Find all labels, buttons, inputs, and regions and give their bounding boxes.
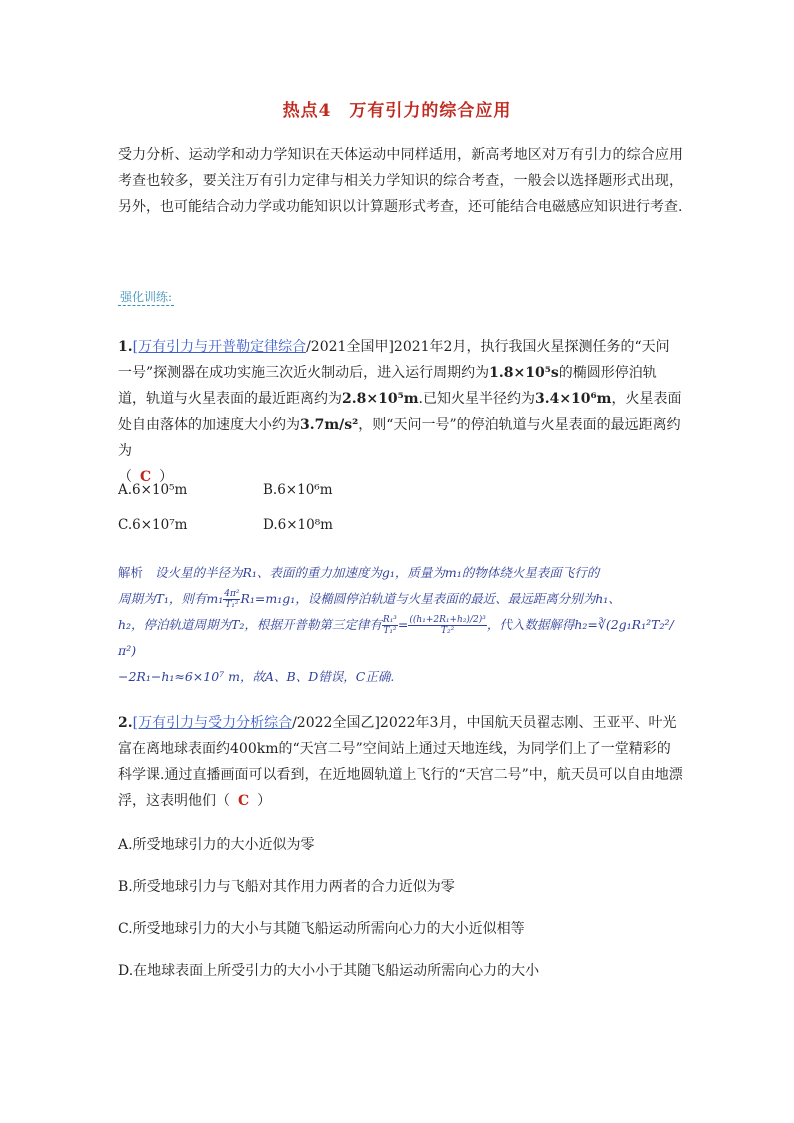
- fraction: [382, 615, 398, 636]
- denominator: T₁²: [225, 600, 239, 610]
- answer-paren: ）: [159, 469, 174, 485]
- analysis-text: 设火星的半径为R₁、表面的重力加速度为g₁，质量为m₁的物体绕火星表面飞行的: [154, 565, 600, 580]
- cube-root: ∛(2g₁R₁²T₂²/π²): [118, 617, 674, 658]
- question-source-link[interactable]: [万有引力与开普勒定律综合: [132, 339, 307, 355]
- option-c[interactable]: C.6×10⁷m: [118, 517, 188, 533]
- option-a[interactable]: A.所受地球引力的大小近似为零: [118, 837, 315, 853]
- analysis-text: ，代入数据解得h₂=: [486, 617, 598, 632]
- question-source-link[interactable]: [万有引力与受力分析综合: [132, 715, 293, 731]
- question-text: .已知火星半径约为: [418, 391, 535, 407]
- analysis-text: −2R₁−h₁≈6×10⁷ m，故A、B、D错误，C正确.: [118, 669, 395, 684]
- answer-paren: （: [216, 793, 230, 809]
- question-text: 2021年2月，执行我国火星探测任务的“天问一号”探测器在成功实施三次近火制动后，进入运行周期约为: [118, 339, 670, 381]
- analysis: [118, 560, 683, 690]
- option-b[interactable]: B.所受地球引力与飞船对其作用力两者的合力近似为零: [118, 879, 455, 895]
- numerator: 4π²: [224, 589, 240, 599]
- question-number: 1.: [118, 339, 133, 355]
- option-d[interactable]: D.在地球表面上所受引力的大小小于其随飞船运动所需向心力的大小: [118, 963, 540, 979]
- options-q2: [118, 834, 539, 1002]
- option-b[interactable]: B.6×10⁶m: [263, 482, 333, 498]
- fraction: [223, 589, 240, 610]
- question-source-tail: /2021全国甲]: [306, 339, 394, 355]
- option-d[interactable]: D.6×10⁸m: [263, 517, 333, 533]
- section-tag: 强化训练:: [120, 290, 173, 304]
- question-text: 的椭圆形停泊轨道，轨道与火星表面的最近距离约为: [118, 365, 657, 407]
- question-number: 2.: [118, 715, 133, 731]
- numerator: R₁³: [382, 615, 397, 625]
- analysis-text: h₂，停泊轨道周期为T₂，根据开普勒第三定律有: [118, 617, 382, 632]
- fraction: [408, 615, 486, 636]
- value: 2.8×10⁵m: [342, 391, 419, 407]
- intro-paragraph: 受力分析、运动学和动力学知识在天体运动中同样适用，新高考地区对万有引力的综合应用考查也较多，要关注万有引力定律与相关力学知识的综合考查，一般会以选择题形式出现，另外，也可能结合动力学或功能知识以计算题形式考查，还可能结合电磁感应知识进行考查.: [118, 147, 683, 215]
- value: 1.8×10⁵s: [489, 365, 559, 381]
- analysis-line: [118, 664, 683, 690]
- numerator: ((h₁+2R₁+h₂)/2)³: [409, 615, 486, 625]
- analysis-label: 解析: [118, 565, 144, 580]
- option-c[interactable]: C.所受地球引力的大小与其随飞船运动所需向心力的大小近似相等: [118, 921, 525, 937]
- page-title: 热点4 万有引力的综合应用: [282, 101, 512, 121]
- answer: C: [238, 793, 250, 809]
- analysis-text: R₁=m₁g₁，设椭圆停泊轨道与火星表面的最近、最远距离分别为h₁、: [240, 591, 621, 606]
- option-a[interactable]: A.6×10⁵m: [118, 482, 188, 498]
- value: 3.7m/s²: [300, 417, 359, 433]
- question-1: [118, 334, 683, 490]
- answer-paren: （: [118, 469, 132, 485]
- question-text: ，火星表面处自由落体的加速度大小约为: [118, 391, 682, 433]
- question-text: ，则“天问一号”的停泊轨道与火星表面的最远距离约为: [118, 417, 681, 459]
- question-text: 2022年3月，中国航天员翟志刚、王亚平、叶光富在离地球表面约400km的“天宫二号”空间站上通过天地连线，为同学们上了一堂精彩的科学课.通过直播画面可以看到，在近地圆轨道上飞行的“天宫二号”中，航天员可以自由地漂浮，这表明他们: [118, 715, 683, 809]
- answer: C: [140, 469, 152, 485]
- value: 3.4×10⁶m: [534, 391, 612, 407]
- analysis-line: [118, 586, 683, 612]
- denominator: T₂²: [441, 626, 455, 636]
- analysis-line: [118, 560, 683, 586]
- question-2: [118, 710, 683, 814]
- denominator: T₁²: [383, 626, 397, 636]
- analysis-line: [118, 612, 683, 664]
- answer-paren: ）: [257, 793, 272, 809]
- question-source-tail: /2022全国乙]: [292, 715, 380, 731]
- options-q1: [118, 482, 408, 552]
- equals: =: [397, 617, 409, 632]
- analysis-text: 周期为T₁，则有m₁: [118, 591, 224, 606]
